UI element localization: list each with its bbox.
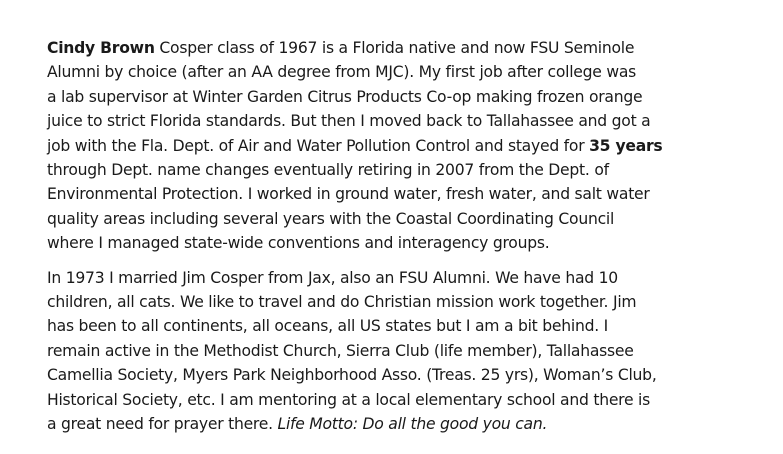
paragraph-personal	[47, 266, 772, 437]
text-line: Alumni by choice (after an AA degree from MJC). My first job after college was	[47, 63, 637, 82]
text-line: Camellia Society, Myers Park Neighborhood Asso. (Treas. 25 yrs), Woman’s Club,	[47, 366, 657, 385]
text-line: remain active in the Methodist Church, Sierra Club (life member), Tallahassee	[47, 341, 634, 360]
text-line	[47, 134, 772, 158]
text-line: a lab supervisor at Winter Garden Citrus Products Co-op making frozen orange	[47, 87, 643, 106]
years-of-service: 35 years	[589, 136, 663, 155]
text-line: has been to all continents, all oceans, all US states but I am a bit behind. I	[47, 317, 609, 336]
text-line	[47, 36, 772, 60]
text-segment: a great need for prayer there.	[47, 415, 278, 434]
life-motto: Life Motto: Do all the good you can.	[277, 415, 548, 434]
person-name: Cindy Brown	[47, 39, 155, 57]
text-line: Historical Society, etc. I am mentoring at a local elementary school and there is	[47, 390, 650, 409]
text-line: children, all cats. We like to travel and do Christian mission work together. Jim	[47, 293, 637, 312]
text-line: In 1973 I married Jim Cosper from Jax, also an FSU Alumni. We have had 10	[47, 268, 618, 287]
text-line: Environmental Protection. I worked in ground water, fresh water, and salt water	[47, 185, 650, 204]
text-line: juice to strict Florida standards. But then I moved back to Tallahassee and got a	[47, 112, 651, 131]
text-line: quality areas including several years with the Coastal Coordinating Council	[47, 209, 615, 228]
text-line: where I managed state-wide conventions and interagency groups.	[47, 234, 550, 253]
biography-document	[47, 36, 772, 437]
text-segment: job with the Fla. Dept. of Air and Water Pollution Control and stayed for	[47, 136, 590, 155]
text-line	[47, 412, 772, 436]
text-segment: Cosper class of 1967 is a Florida native and now FSU Seminole	[154, 39, 635, 57]
paragraph-career	[47, 36, 772, 256]
text-line: through Dept. name changes eventually retiring in 2007 from the Dept. of	[47, 161, 609, 180]
